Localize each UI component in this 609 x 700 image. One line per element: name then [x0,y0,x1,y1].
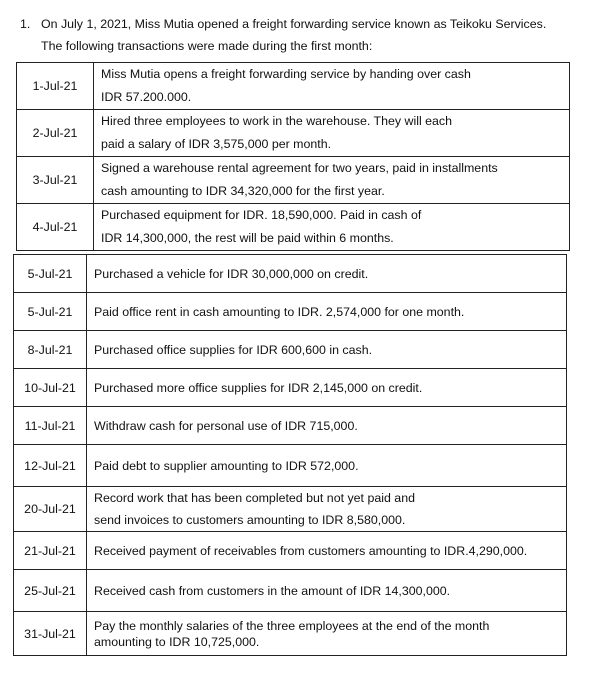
intro-line-1: On July 1, 2021, Miss Mutia opened a freight forwarding service known as Teikoku Services. [41,17,547,31]
description-cell [87,255,567,293]
date-cell: 10-Jul-21 [14,369,87,407]
description-cell [87,570,567,612]
date-cell: 5-Jul-21 [14,293,87,331]
date-cell: 11-Jul-21 [14,407,87,445]
table-row [14,532,567,570]
description-cell [87,532,567,570]
description-line: Withdraw cash for personal use of IDR 715,000. [94,418,358,433]
date-cell: 20-Jul-21 [14,487,87,532]
description-line: send invoices to customers amounting to IDR 8,580,000. [94,513,406,527]
description-line: paid a salary of IDR 3,575,000 per month. [101,137,332,151]
description-cell [94,110,570,157]
description-line: Purchased more office supplies for IDR 2,145,000 on credit. [94,380,423,395]
description-cell [94,157,570,204]
date-cell: 1-Jul-21 [17,63,94,110]
description-line: Hired three employees to work in the warehouse. They will each [101,114,453,128]
description-line: Record work that has been completed but not yet paid and [94,491,415,505]
description-line: Pay the monthly salaries of the three employees at the end of the month [94,618,490,633]
description-cell [87,612,567,656]
table-row [14,487,567,532]
date-cell: 2-Jul-21 [17,110,94,157]
date-cell: 8-Jul-21 [14,331,87,369]
question-number: 1. [20,17,31,31]
date-cell: 5-Jul-21 [14,255,87,293]
description-line: Purchased office supplies for IDR 600,600 in cash. [94,342,373,357]
date-cell: 21-Jul-21 [14,532,87,570]
description-line: IDR 14,300,000, the rest will be paid within 6 months. [101,231,394,245]
date-cell: 25-Jul-21 [14,570,87,612]
table-row [17,110,570,157]
description-cell [87,293,567,331]
description-cell [87,487,567,532]
description-line: IDR 57.200.000. [101,90,192,104]
table-row [14,255,567,293]
table-row [17,204,570,251]
table-row [17,63,570,110]
date-cell: 31-Jul-21 [14,612,87,656]
description-cell [87,445,567,487]
table-row [14,331,567,369]
description-cell [87,407,567,445]
description-line: cash amounting to IDR 34,320,000 for the first year. [101,184,385,198]
date-cell: 4-Jul-21 [17,204,94,251]
table-row [14,369,567,407]
transactions-table-1 [16,62,570,251]
description-line: Received payment of receivables from customers amounting to IDR.4,290,000. [94,543,528,558]
description-line: Signed a warehouse rental agreement for two years, paid in installments [101,161,498,175]
table-row [14,612,567,656]
transactions-table-2 [13,254,567,656]
table-row [17,157,570,204]
date-cell: 3-Jul-21 [17,157,94,204]
table-row [14,407,567,445]
description-line: amounting to IDR 10,725,000. [94,634,260,649]
description-cell [94,204,570,251]
description-line: Paid office rent in cash amounting to IDR. 2,574,000 for one month. [94,304,465,319]
description-line: Received cash from customers in the amount of IDR 14,300,000. [94,583,451,598]
description-line: Paid debt to supplier amounting to IDR 572,000. [94,458,359,473]
description-cell [87,369,567,407]
table-row [14,570,567,612]
description-cell [87,331,567,369]
date-cell: 12-Jul-21 [14,445,87,487]
description-cell [94,63,570,110]
table-row [14,293,567,331]
table-row [14,445,567,487]
description-line: Miss Mutia opens a freight forwarding service by handing over cash [101,67,471,81]
description-line: Purchased equipment for IDR. 18,590,000. Paid in cash of [101,208,422,222]
description-line: Purchased a vehicle for IDR 30,000,000 on credit. [94,266,369,281]
intro-line-2: The following transactions were made during the first month: [41,39,373,53]
